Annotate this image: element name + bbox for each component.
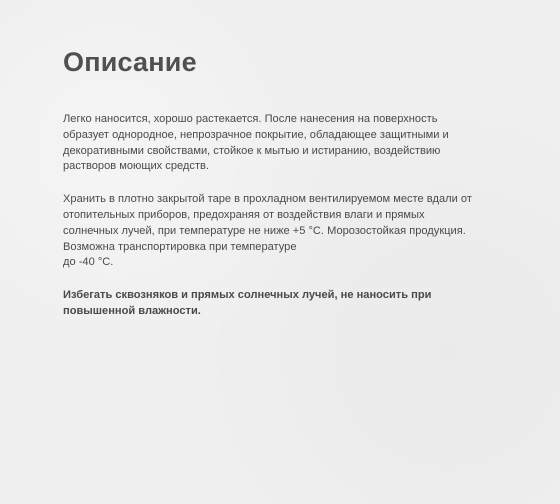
storage-line: солнечных лучей, при температуре не ниже +5 °С. Морозостойкая продукция. — [63, 224, 466, 237]
storage-line: Возможна транспортировка при температуре — [63, 240, 297, 253]
description-line: растворов моющих средств. — [63, 160, 210, 173]
storage-paragraph — [63, 192, 503, 271]
warning-line: Избегать сквозняков и прямых солнечных лучей, не наносить при — [63, 289, 432, 302]
description-line: декоративными свойствами, стойкое к мытью и истиранию, воздействию — [63, 144, 441, 157]
storage-line: отопительных приборов, предохраняя от воздействия влаги и прямых — [63, 208, 425, 221]
warning-paragraph — [63, 288, 503, 320]
description-paragraph — [63, 112, 503, 175]
section-title: Описание — [63, 47, 197, 77]
storage-line: Хранить в плотно закрытой таре в прохладном вентилируемом месте вдали от — [63, 193, 472, 206]
description-section — [63, 46, 503, 337]
storage-line: до -40 °С. — [63, 256, 114, 269]
description-line: образует однородное, непрозрачное покрытие, обладающее защитными и — [63, 128, 449, 141]
description-line: Легко наносится, хорошо растекается. После нанесения на поверхность — [63, 113, 438, 125]
warning-line: повышенной влажности. — [63, 304, 201, 317]
